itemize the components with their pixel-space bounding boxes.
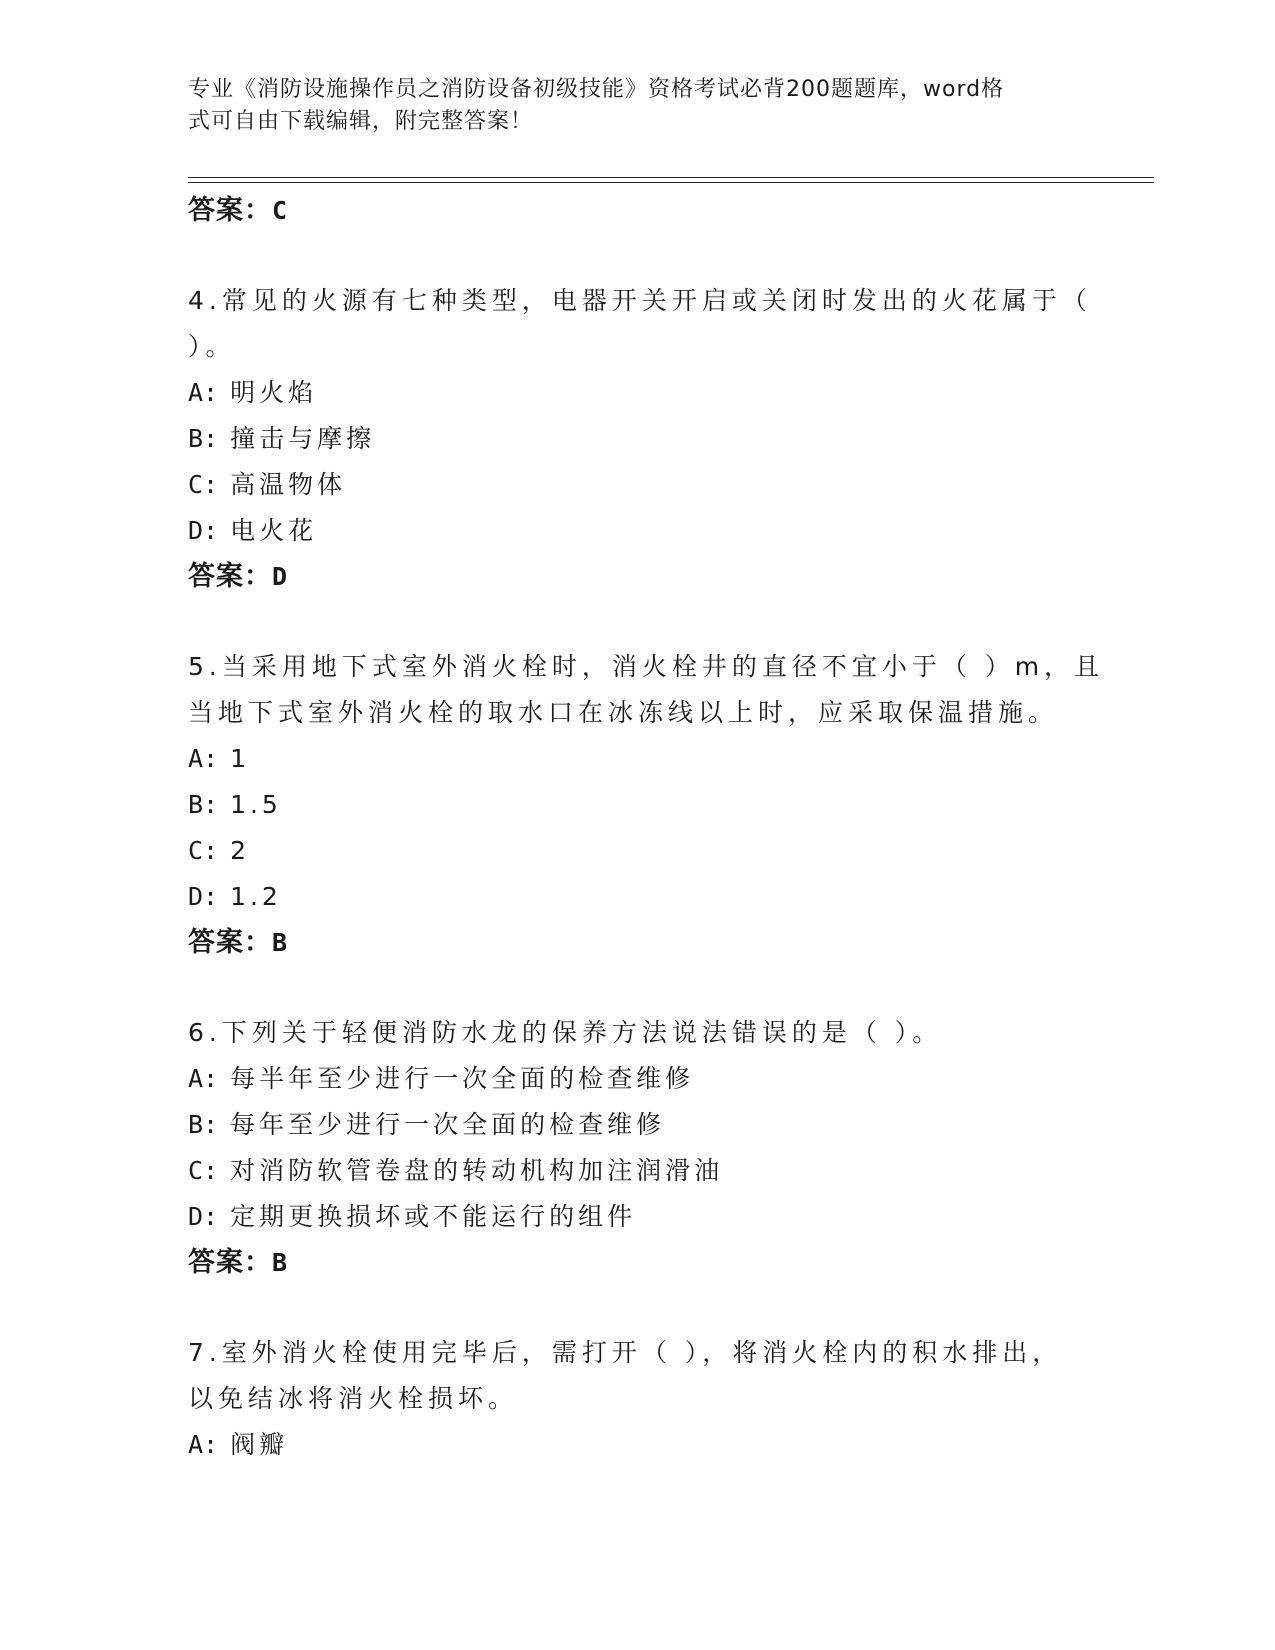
header-divider-top — [188, 177, 1154, 178]
question-4 — [188, 278, 1092, 370]
answer-prefix: 答案： — [188, 927, 272, 958]
option-key: B: — [188, 1110, 219, 1139]
document-header — [188, 74, 1068, 138]
answer-line — [188, 554, 1088, 600]
option-text: 每年至少进行一次全面的检查维修 — [230, 1110, 666, 1139]
option-key: D: — [188, 1202, 219, 1231]
option-a — [188, 1422, 1088, 1468]
option-b — [188, 416, 1088, 462]
option-d — [188, 508, 1088, 554]
question-list — [188, 188, 1105, 1468]
question-text-line: 7.室外消火栓使用完毕后，需打开（ ），将消火栓内的积水排出， — [188, 1338, 1063, 1367]
question-text-line: 6.下列关于轻便消防水龙的保养方法说法错误的是（ ）。 — [188, 1018, 943, 1047]
answer-line — [188, 920, 1088, 966]
option-key: B: — [188, 424, 219, 453]
option-b — [188, 1102, 1088, 1148]
option-text: 2 — [230, 836, 250, 865]
answer-prefix: 答案： — [188, 195, 272, 226]
option-text: 阀瓣 — [230, 1430, 289, 1459]
question-text-line: 4.常见的火源有七种类型，电器开关开启或关闭时发出的火花属于（ — [188, 286, 1092, 315]
option-text: 1.5 — [230, 790, 282, 819]
option-c — [188, 462, 1088, 508]
question-text-line: 当地下式室外消火栓的取水口在冰冻线以上时，应采取保温措施。 — [188, 698, 1059, 727]
option-a — [188, 736, 1088, 782]
option-key: A: — [188, 378, 219, 407]
option-text: 每半年至少进行一次全面的检查维修 — [230, 1064, 695, 1093]
option-key: A: — [188, 744, 219, 773]
option-key: C: — [188, 470, 219, 499]
answer-prefix: 答案： — [188, 561, 272, 592]
answer-line — [188, 188, 1088, 234]
option-key: A: — [188, 1064, 219, 1093]
option-d — [188, 1194, 1088, 1240]
option-text: 明火焰 — [230, 378, 318, 407]
answer-prefix: 答案： — [188, 1247, 272, 1278]
question-5 — [188, 644, 1105, 736]
option-key: B: — [188, 790, 219, 819]
option-text: 高温物体 — [230, 470, 347, 499]
option-key: C: — [188, 1156, 219, 1185]
option-c — [188, 1148, 1088, 1194]
option-text: 1 — [230, 744, 250, 773]
option-text: 定期更换损坏或不能运行的组件 — [230, 1202, 637, 1231]
question-text-line: ）。 — [188, 332, 236, 361]
question-text-line: 以免结冰将消火栓损坏。 — [188, 1384, 519, 1413]
option-text: 电火花 — [230, 516, 318, 545]
option-d — [188, 874, 1088, 920]
option-b — [188, 782, 1088, 828]
option-text: 对消防软管卷盘的转动机构加注润滑油 — [230, 1156, 724, 1185]
question-text-line: 5.当采用地下式室外消火栓时，消火栓井的直径不宜小于（ ）m，且 — [188, 652, 1105, 681]
answer-value: B — [272, 1248, 289, 1277]
option-text: 1.2 — [230, 882, 282, 911]
option-a — [188, 1056, 1088, 1102]
option-key: A: — [188, 1430, 219, 1459]
option-text: 撞击与摩擦 — [230, 424, 376, 453]
answer-value: C — [272, 196, 289, 225]
header-divider-bottom — [188, 182, 1154, 183]
option-key: D: — [188, 516, 219, 545]
option-c — [188, 828, 1088, 874]
question-6 — [188, 1010, 1088, 1056]
answer-line — [188, 1240, 1088, 1286]
answer-value: B — [272, 928, 289, 957]
answer-value: D — [272, 562, 289, 591]
question-7 — [188, 1330, 1088, 1422]
option-key: C: — [188, 836, 219, 865]
option-key: D: — [188, 882, 219, 911]
option-a — [188, 370, 1088, 416]
header-line-2: 式可自由下载编辑，附完整答案！ — [188, 109, 534, 134]
header-line-1: 专业《消防设施操作员之消防设备初级技能》资格考试必背200题题库，word格 — [188, 77, 1005, 102]
